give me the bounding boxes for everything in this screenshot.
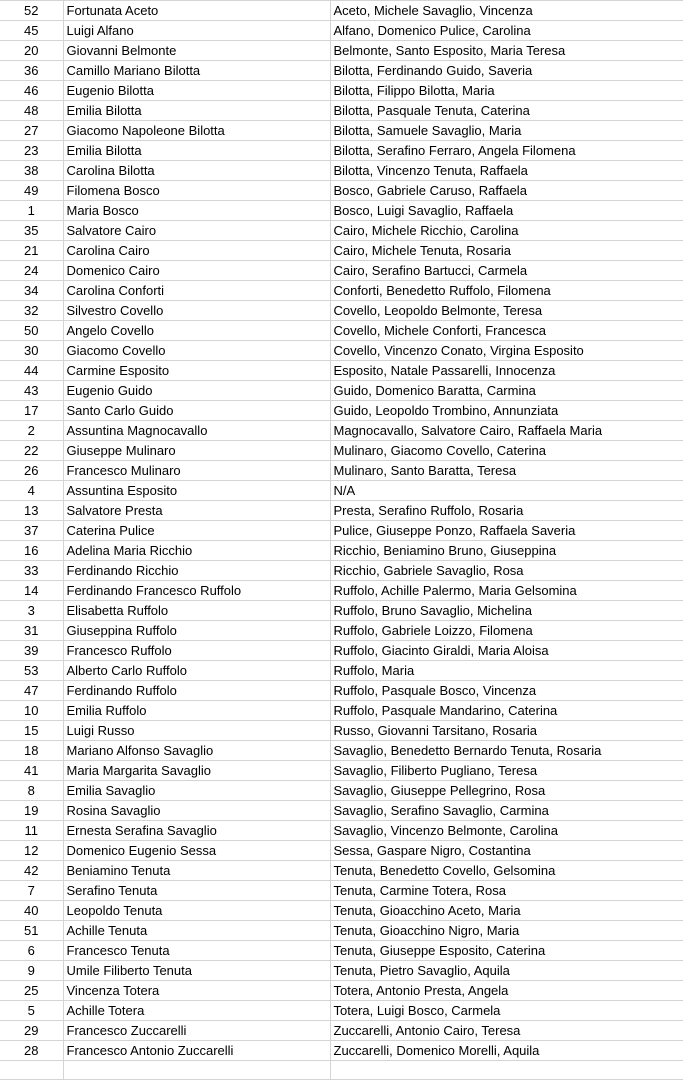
table-row xyxy=(0,661,683,681)
id-cell[interactable]: 18 xyxy=(0,741,63,761)
table-row xyxy=(0,641,683,661)
parents-cell[interactable]: Ricchio, Beniamino Bruno, Giuseppina xyxy=(330,541,683,561)
name-cell[interactable]: Carmine Esposito xyxy=(63,361,330,381)
id-cell[interactable]: 23 xyxy=(0,141,63,161)
table-row xyxy=(0,1001,683,1021)
name-cell[interactable]: Achille Totera xyxy=(63,1001,330,1021)
id-cell[interactable]: 14 xyxy=(0,581,63,601)
name-cell[interactable]: Luigi Russo xyxy=(63,721,330,741)
name-cell[interactable]: Ferdinando Ricchio xyxy=(63,561,330,581)
table-row xyxy=(0,81,683,101)
name-cell[interactable]: Carolina Cairo xyxy=(63,241,330,261)
id-cell[interactable]: 39 xyxy=(0,641,63,661)
table-row xyxy=(0,241,683,261)
name-cell[interactable]: Eugenio Bilotta xyxy=(63,81,330,101)
id-cell[interactable]: 31 xyxy=(0,621,63,641)
parents-cell[interactable]: Bosco, Luigi Savaglio, Raffaela xyxy=(330,201,683,221)
parents-cell[interactable]: Mulinaro, Santo Baratta, Teresa xyxy=(330,461,683,481)
parents-cell[interactable]: Zuccarelli, Domenico Morelli, Aquila xyxy=(330,1041,683,1061)
parents-cell[interactable]: Bilotta, Samuele Savaglio, Maria xyxy=(330,121,683,141)
parents-cell[interactable]: Savaglio, Serafino Savaglio, Carmina xyxy=(330,801,683,821)
id-cell[interactable]: 47 xyxy=(0,681,63,701)
table-row xyxy=(0,701,683,721)
id-cell[interactable]: 12 xyxy=(0,841,63,861)
table-row xyxy=(0,221,683,241)
id-cell[interactable]: 8 xyxy=(0,781,63,801)
table-row xyxy=(0,21,683,41)
parents-cell[interactable]: Bosco, Gabriele Caruso, Raffaela xyxy=(330,181,683,201)
id-cell[interactable]: 46 xyxy=(0,81,63,101)
name-cell[interactable]: Mariano Alfonso Savaglio xyxy=(63,741,330,761)
id-cell[interactable]: 25 xyxy=(0,981,63,1001)
name-cell[interactable]: Emilia Ruffolo xyxy=(63,701,330,721)
id-cell[interactable]: 19 xyxy=(0,801,63,821)
name-cell[interactable]: Vincenza Totera xyxy=(63,981,330,1001)
name-cell[interactable]: Caterina Pulice xyxy=(63,521,330,541)
parents-cell[interactable]: Russo, Giovanni Tarsitano, Rosaria xyxy=(330,721,683,741)
parents-cell[interactable]: N/A xyxy=(330,481,683,501)
table-row xyxy=(0,601,683,621)
id-cell[interactable]: 6 xyxy=(0,941,63,961)
table-row xyxy=(0,681,683,701)
name-cell[interactable]: Francesco Mulinaro xyxy=(63,461,330,481)
id-cell[interactable]: 50 xyxy=(0,321,63,341)
table-row xyxy=(0,301,683,321)
id-cell[interactable]: 20 xyxy=(0,41,63,61)
name-cell[interactable]: Ferdinando Ruffolo xyxy=(63,681,330,701)
id-cell[interactable]: 26 xyxy=(0,461,63,481)
table-row xyxy=(0,521,683,541)
parents-cell[interactable]: Bilotta, Serafino Ferraro, Angela Filomena xyxy=(330,141,683,161)
id-cell[interactable]: 34 xyxy=(0,281,63,301)
id-cell[interactable]: 49 xyxy=(0,181,63,201)
table-row xyxy=(0,101,683,121)
name-cell[interactable]: Francesco Antonio Zuccarelli xyxy=(63,1041,330,1061)
name-cell[interactable]: Rosina Savaglio xyxy=(63,801,330,821)
parents-cell[interactable]: Covello, Michele Conforti, Francesca xyxy=(330,321,683,341)
parents-cell[interactable]: Guido, Domenico Baratta, Carmina xyxy=(330,381,683,401)
name-cell[interactable]: Camillo Mariano Bilotta xyxy=(63,61,330,81)
id-cell[interactable]: 5 xyxy=(0,1001,63,1021)
table-row xyxy=(0,161,683,181)
name-cell[interactable]: Domenico Cairo xyxy=(63,261,330,281)
id-cell[interactable]: 36 xyxy=(0,61,63,81)
parents-cell[interactable]: Savaglio, Benedetto Bernardo Tenuta, Rosaria xyxy=(330,741,683,761)
parents-cell[interactable]: Esposito, Natale Passarelli, Innocenza xyxy=(330,361,683,381)
table-row xyxy=(0,821,683,841)
table-row xyxy=(0,1,683,21)
id-cell[interactable]: 53 xyxy=(0,661,63,681)
parents-cell[interactable]: Alfano, Domenico Pulice, Carolina xyxy=(330,21,683,41)
id-cell[interactable]: 4 xyxy=(0,481,63,501)
name-cell[interactable]: Giuseppina Ruffolo xyxy=(63,621,330,641)
id-cell[interactable]: 22 xyxy=(0,441,63,461)
id-cell[interactable]: 37 xyxy=(0,521,63,541)
name-cell[interactable]: Luigi Alfano xyxy=(63,21,330,41)
name-cell[interactable] xyxy=(63,1061,330,1080)
parents-cell[interactable]: Belmonte, Santo Esposito, Maria Teresa xyxy=(330,41,683,61)
name-cell[interactable]: Leopoldo Tenuta xyxy=(63,901,330,921)
name-cell[interactable]: Francesco Tenuta xyxy=(63,941,330,961)
name-cell[interactable]: Eugenio Guido xyxy=(63,381,330,401)
table-row xyxy=(0,61,683,81)
name-cell[interactable]: Giacomo Napoleone Bilotta xyxy=(63,121,330,141)
table-row xyxy=(0,41,683,61)
table-row xyxy=(0,501,683,521)
name-cell[interactable]: Adelina Maria Ricchio xyxy=(63,541,330,561)
id-cell[interactable] xyxy=(0,1061,63,1080)
parents-cell[interactable]: Tenuta, Benedetto Covello, Gelsomina xyxy=(330,861,683,881)
table-body xyxy=(0,1,683,1080)
id-cell[interactable]: 11 xyxy=(0,821,63,841)
table-row xyxy=(0,381,683,401)
name-cell[interactable]: Ferdinando Francesco Ruffolo xyxy=(63,581,330,601)
id-cell[interactable]: 51 xyxy=(0,921,63,941)
name-cell[interactable]: Filomena Bosco xyxy=(63,181,330,201)
table-row xyxy=(0,181,683,201)
parents-cell[interactable]: Bilotta, Filippo Bilotta, Maria xyxy=(330,81,683,101)
name-cell[interactable]: Francesco Ruffolo xyxy=(63,641,330,661)
name-cell[interactable]: Giuseppe Mulinaro xyxy=(63,441,330,461)
parents-cell[interactable]: Tenuta, Gioacchino Aceto, Maria xyxy=(330,901,683,921)
id-cell[interactable]: 45 xyxy=(0,21,63,41)
parents-cell[interactable]: Savaglio, Vincenzo Belmonte, Carolina xyxy=(330,821,683,841)
name-cell[interactable]: Beniamino Tenuta xyxy=(63,861,330,881)
parents-cell[interactable]: Savaglio, Giuseppe Pellegrino, Rosa xyxy=(330,781,683,801)
table-row xyxy=(0,841,683,861)
name-cell[interactable]: Domenico Eugenio Sessa xyxy=(63,841,330,861)
name-cell[interactable]: Maria Bosco xyxy=(63,201,330,221)
table-row xyxy=(0,721,683,741)
name-cell[interactable]: Francesco Zuccarelli xyxy=(63,1021,330,1041)
id-cell[interactable]: 3 xyxy=(0,601,63,621)
name-cell[interactable]: Santo Carlo Guido xyxy=(63,401,330,421)
table-row xyxy=(0,781,683,801)
parents-cell[interactable]: Bilotta, Ferdinando Guido, Saveria xyxy=(330,61,683,81)
parents-cell[interactable]: Sessa, Gaspare Nigro, Costantina xyxy=(330,841,683,861)
name-cell[interactable]: Alberto Carlo Ruffolo xyxy=(63,661,330,681)
name-cell[interactable]: Assuntina Esposito xyxy=(63,481,330,501)
id-cell[interactable]: 16 xyxy=(0,541,63,561)
name-cell[interactable]: Emilia Savaglio xyxy=(63,781,330,801)
name-cell[interactable]: Salvatore Presta xyxy=(63,501,330,521)
name-cell[interactable]: Fortunata Aceto xyxy=(63,1,330,21)
name-cell[interactable]: Emilia Bilotta xyxy=(63,101,330,121)
name-cell[interactable]: Salvatore Cairo xyxy=(63,221,330,241)
parents-cell[interactable]: Cairo, Serafino Bartucci, Carmela xyxy=(330,261,683,281)
parents-cell[interactable]: Cairo, Michele Tenuta, Rosaria xyxy=(330,241,683,261)
parents-cell[interactable]: Conforti, Benedetto Ruffolo, Filomena xyxy=(330,281,683,301)
parents-cell[interactable]: Tenuta, Pietro Savaglio, Aquila xyxy=(330,961,683,981)
table-row xyxy=(0,861,683,881)
table-row xyxy=(0,401,683,421)
table-row xyxy=(0,1021,683,1041)
parents-cell[interactable]: Ruffolo, Pasquale Bosco, Vincenza xyxy=(330,681,683,701)
id-cell[interactable]: 41 xyxy=(0,761,63,781)
parents-cell[interactable]: Ruffolo, Gabriele Loizzo, Filomena xyxy=(330,621,683,641)
id-cell[interactable]: 42 xyxy=(0,861,63,881)
table-row xyxy=(0,881,683,901)
parents-cell[interactable]: Ruffolo, Bruno Savaglio, Michelina xyxy=(330,601,683,621)
table-row xyxy=(0,901,683,921)
id-cell[interactable]: 24 xyxy=(0,261,63,281)
parents-cell[interactable]: Guido, Leopoldo Trombino, Annunziata xyxy=(330,401,683,421)
parents-cell[interactable]: Tenuta, Carmine Totera, Rosa xyxy=(330,881,683,901)
table-row xyxy=(0,621,683,641)
parents-cell[interactable]: Ruffolo, Maria xyxy=(330,661,683,681)
table-row xyxy=(0,441,683,461)
parents-cell[interactable]: Magnocavallo, Salvatore Cairo, Raffaela Maria xyxy=(330,421,683,441)
id-cell[interactable]: 30 xyxy=(0,341,63,361)
id-cell[interactable]: 38 xyxy=(0,161,63,181)
parents-cell[interactable]: Ruffolo, Giacinto Giraldi, Maria Aloisa xyxy=(330,641,683,661)
parents-cell[interactable]: Ruffolo, Pasquale Mandarino, Caterina xyxy=(330,701,683,721)
parents-cell[interactable]: Mulinaro, Giacomo Covello, Caterina xyxy=(330,441,683,461)
table-row xyxy=(0,961,683,981)
name-cell[interactable]: Assuntina Magnocavallo xyxy=(63,421,330,441)
name-cell[interactable]: Serafino Tenuta xyxy=(63,881,330,901)
parents-cell[interactable]: Totera, Antonio Presta, Angela xyxy=(330,981,683,1001)
parents-cell[interactable] xyxy=(330,1061,683,1080)
parents-cell[interactable]: Bilotta, Vincenzo Tenuta, Raffaela xyxy=(330,161,683,181)
name-cell[interactable]: Emilia Bilotta xyxy=(63,141,330,161)
table-row xyxy=(0,141,683,161)
parents-cell[interactable]: Ruffolo, Achille Palermo, Maria Gelsomina xyxy=(330,581,683,601)
id-cell[interactable]: 7 xyxy=(0,881,63,901)
id-cell[interactable]: 2 xyxy=(0,421,63,441)
table-row xyxy=(0,741,683,761)
table-row xyxy=(0,281,683,301)
table-row xyxy=(0,421,683,441)
table-row xyxy=(0,361,683,381)
id-cell[interactable]: 13 xyxy=(0,501,63,521)
name-cell[interactable]: Maria Margarita Savaglio xyxy=(63,761,330,781)
name-cell[interactable]: Carolina Conforti xyxy=(63,281,330,301)
name-cell[interactable]: Carolina Bilotta xyxy=(63,161,330,181)
id-cell[interactable]: 35 xyxy=(0,221,63,241)
name-cell[interactable]: Elisabetta Ruffolo xyxy=(63,601,330,621)
id-cell[interactable]: 40 xyxy=(0,901,63,921)
table-row xyxy=(0,201,683,221)
name-cell[interactable]: Angelo Covello xyxy=(63,321,330,341)
id-cell[interactable]: 1 xyxy=(0,201,63,221)
table-row xyxy=(0,261,683,281)
table-row xyxy=(0,761,683,781)
table-row xyxy=(0,581,683,601)
name-cell[interactable]: Giovanni Belmonte xyxy=(63,41,330,61)
id-cell[interactable]: 43 xyxy=(0,381,63,401)
table-row xyxy=(0,981,683,1001)
table-row xyxy=(0,481,683,501)
id-cell[interactable]: 33 xyxy=(0,561,63,581)
name-cell[interactable]: Silvestro Covello xyxy=(63,301,330,321)
id-cell[interactable]: 29 xyxy=(0,1021,63,1041)
id-cell[interactable]: 44 xyxy=(0,361,63,381)
parents-cell[interactable]: Tenuta, Gioacchino Nigro, Maria xyxy=(330,921,683,941)
table-row xyxy=(0,121,683,141)
id-cell[interactable]: 17 xyxy=(0,401,63,421)
name-cell[interactable]: Giacomo Covello xyxy=(63,341,330,361)
id-cell[interactable]: 10 xyxy=(0,701,63,721)
name-cell[interactable]: Achille Tenuta xyxy=(63,921,330,941)
table-row xyxy=(0,341,683,361)
id-cell[interactable]: 9 xyxy=(0,961,63,981)
id-cell[interactable]: 48 xyxy=(0,101,63,121)
table-row xyxy=(0,541,683,561)
id-cell[interactable]: 52 xyxy=(0,1,63,21)
parents-cell[interactable]: Tenuta, Giuseppe Esposito, Caterina xyxy=(330,941,683,961)
table-row xyxy=(0,941,683,961)
parents-cell[interactable]: Presta, Serafino Ruffolo, Rosaria xyxy=(330,501,683,521)
id-cell[interactable]: 21 xyxy=(0,241,63,261)
parents-cell[interactable]: Pulice, Giuseppe Ponzo, Raffaela Saveria xyxy=(330,521,683,541)
name-cell[interactable]: Umile Filiberto Tenuta xyxy=(63,961,330,981)
id-cell[interactable]: 32 xyxy=(0,301,63,321)
parents-cell[interactable]: Covello, Vincenzo Conato, Virgina Esposito xyxy=(330,341,683,361)
table-row xyxy=(0,921,683,941)
parents-cell[interactable]: Zuccarelli, Antonio Cairo, Teresa xyxy=(330,1021,683,1041)
parents-cell[interactable]: Covello, Leopoldo Belmonte, Teresa xyxy=(330,301,683,321)
parents-cell[interactable]: Bilotta, Pasquale Tenuta, Caterina xyxy=(330,101,683,121)
table-row xyxy=(0,1041,683,1061)
parents-cell[interactable]: Ricchio, Gabriele Savaglio, Rosa xyxy=(330,561,683,581)
parents-cell[interactable]: Savaglio, Filiberto Pugliano, Teresa xyxy=(330,761,683,781)
id-cell[interactable]: 15 xyxy=(0,721,63,741)
table-row xyxy=(0,561,683,581)
table-row xyxy=(0,801,683,821)
id-cell[interactable]: 28 xyxy=(0,1041,63,1061)
name-cell[interactable]: Ernesta Serafina Savaglio xyxy=(63,821,330,841)
parents-cell[interactable]: Aceto, Michele Savaglio, Vincenza xyxy=(330,1,683,21)
table-row xyxy=(0,461,683,481)
id-cell[interactable]: 27 xyxy=(0,121,63,141)
parents-cell[interactable]: Cairo, Michele Ricchio, Carolina xyxy=(330,221,683,241)
table-row xyxy=(0,321,683,341)
parents-cell[interactable]: Totera, Luigi Bosco, Carmela xyxy=(330,1001,683,1021)
table-row xyxy=(0,1061,683,1080)
